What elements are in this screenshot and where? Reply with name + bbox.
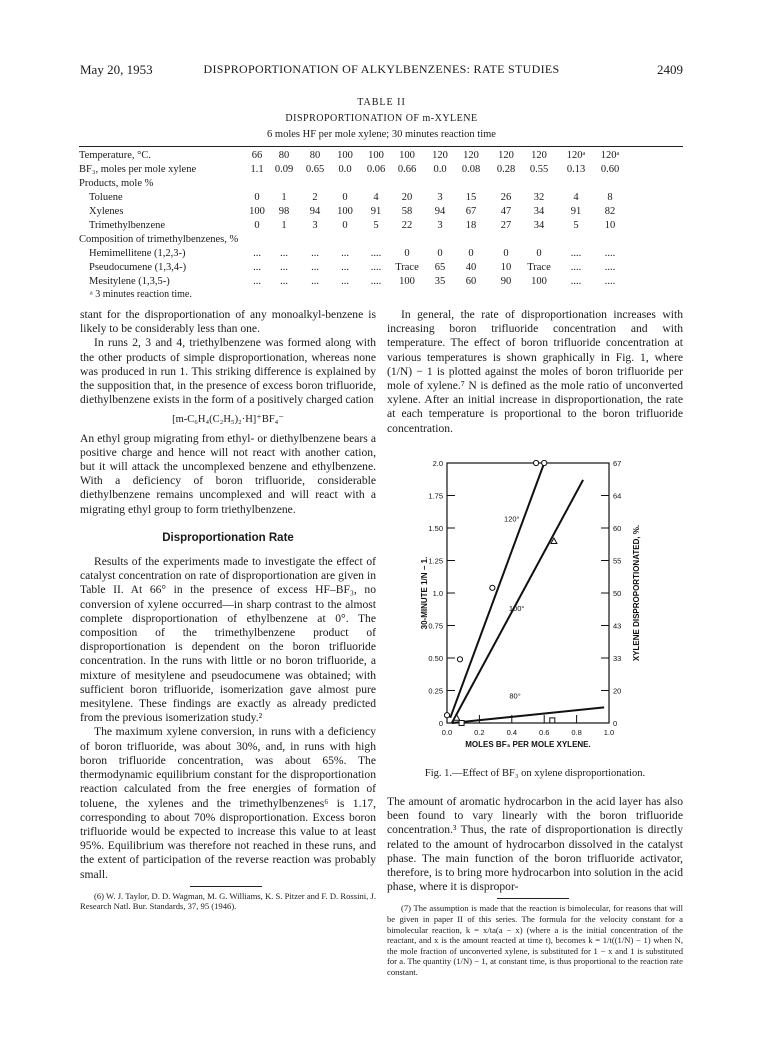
table-row [79, 275, 683, 289]
data-point [444, 713, 449, 718]
table-title: DISPROPORTIONATION OF m-XYLENE [285, 113, 478, 124]
y2-tick-label: 55 [613, 556, 622, 566]
table-cell: 0.65 [305, 164, 325, 175]
table-cell: 120ᵃ [566, 150, 586, 161]
data-point [542, 460, 547, 465]
table-cell: 3 [437, 220, 443, 231]
table-cell: 0 [254, 220, 260, 231]
table-cell: 5 [373, 220, 379, 231]
table-cell: .... [570, 276, 582, 287]
table-cell: 40 [465, 262, 477, 273]
paragraph: stant for the disproportionation of any monoalkyl-benzene is likely to be considerably less than one. [80, 308, 376, 336]
table-cell: 47 [500, 206, 512, 217]
table-cell: 80 [309, 150, 321, 161]
table-cell: 100 [249, 206, 265, 217]
data-point [550, 718, 555, 723]
page-number: 2409 [657, 62, 683, 77]
x-tick-label: 1.0 [603, 728, 615, 737]
table-cell: 0.0 [433, 164, 447, 175]
row-label: Pseudocumene (1,3,4-) [89, 262, 187, 273]
table-cell: 100 [337, 150, 353, 161]
table-cell: 0 [404, 248, 410, 259]
table-top-rule [79, 146, 683, 147]
row-label: Mesitylene (1,3,5-) [89, 276, 170, 287]
table-cell: 0 [342, 192, 348, 203]
table-cell: 100 [531, 276, 547, 287]
chart-svg [387, 453, 683, 765]
table-cell: 0.0 [338, 164, 352, 175]
table-label: TABLE II [357, 97, 406, 108]
table-cell: 120 [498, 150, 514, 161]
table-row [79, 233, 683, 247]
row-label: Xylenes [89, 206, 124, 217]
table-cell: 120 [463, 150, 479, 161]
table-cell: .... [570, 262, 582, 273]
x-tick-label: 0.6 [538, 728, 550, 737]
paragraph: An ethyl group migrating from ethyl- or diethylbenzene bears a positive charge and hence will not react with another cation, but it will attack the uncomplexed benzene and ethylbenzene. With a deficiency of boron trifluoride, considerable diethylbenzene remains uncomplexed and will react with a migrating ethyl group to form triethylbenzene. [80, 431, 376, 516]
table-cell: ... [341, 248, 349, 259]
table-footnote: ᵃ 3 minutes reaction time. [90, 289, 192, 300]
figure-caption: Fig. 1.—Effect of BF₃ on xylene disproportionation. [424, 768, 646, 779]
x-axis-label: MOLES BF₃ PER MOLE XYLENE. [465, 740, 591, 749]
table-cell: 66 [251, 150, 263, 161]
row-label: Products, mole % [79, 178, 154, 189]
table-cell: 27 [500, 220, 512, 231]
table-cell: ... [280, 248, 288, 259]
y-tick-label: 2.0 [432, 459, 443, 468]
y2-tick-label: 43 [613, 621, 622, 631]
table-cell: ... [253, 276, 261, 287]
table-cell: 67 [465, 206, 477, 217]
series-line [452, 707, 604, 723]
table-cell: 0.13 [566, 164, 586, 175]
y-tick-label: 1.75 [428, 491, 443, 501]
table-cell: 90 [500, 276, 512, 287]
table-cell: 34 [533, 206, 545, 217]
table-row [79, 149, 683, 163]
table-cell: ... [253, 248, 261, 259]
footnote: (6) W. J. Taylor, D. D. Wagman, M. G. Williams, K. S. Pitzer and F. D. Rossini, J. Research Natl. Bur. Standards, 37, 95 (1946). [80, 890, 376, 912]
y2-tick-label: 60 [613, 524, 622, 533]
x-tick-label: 0.4 [506, 728, 518, 737]
table-cell: .... [370, 248, 382, 259]
running-header-title: DISPROPORTIONATION OF ALKYLBENZENES: RATE STUDIES [203, 62, 560, 76]
row-label: Hemimellitene (1,2,3-) [89, 248, 186, 259]
table-row [79, 247, 683, 261]
table-row [79, 191, 683, 205]
row-label: BF₃, moles per mole xylene [79, 164, 197, 175]
data-point [490, 585, 495, 590]
y-tick-label: 1.0 [432, 589, 443, 598]
data-point [459, 721, 464, 726]
table-cell: 4 [573, 192, 579, 203]
table-cell: 120 [531, 150, 547, 161]
table-row [79, 261, 683, 275]
left-column [80, 308, 376, 912]
footnote-rule [497, 898, 569, 899]
y-axis-label: 30-MINUTE 1/N − 1. [420, 556, 429, 630]
row-label: Trimethylbenzene [89, 220, 166, 231]
table-cell: 82 [604, 206, 616, 217]
y2-tick-label: 0 [613, 719, 618, 728]
table-cell: Trace [527, 262, 551, 273]
table-cell: 0 [342, 220, 348, 231]
table-cell: 8 [607, 192, 613, 203]
table-cell: ... [341, 262, 349, 273]
table-cell: 100 [337, 206, 353, 217]
table-cell: ... [280, 262, 288, 273]
table-cell: 100 [399, 150, 415, 161]
table-cell: .... [604, 248, 616, 259]
table-subtitle: 6 moles HF per mole xylene; 30 minutes reaction time [267, 129, 496, 140]
table-cell: .... [370, 276, 382, 287]
table-cell: 35 [434, 276, 446, 287]
series-label: 80° [509, 691, 521, 701]
row-label: Toluene [89, 192, 123, 203]
table-cell: ... [311, 276, 319, 287]
y2-tick-label: 67 [613, 459, 622, 468]
table-cell: 18 [465, 220, 477, 231]
table-cell: 0.28 [496, 164, 516, 175]
table-cell: 22 [401, 220, 413, 231]
paragraph: Results of the experiments made to investigate the effect of catalyst concentration on rate of disproportionation are given in Table II. At 66° in the presence of excess HF–BF₃, no conversion of xylene occurred—in sharp contrast to the almost complete disproportionation of ethylbenzene at 0°. The composition of the trimethylbenzene product of disproportionation is dependent on the boron trifluoride concentration. In the runs with little or no boron trifluoride, a mixture of mesitylene and pseudocumene was obtained; with sufficient boron trifluoride, isomerization gave almost pure mesitylene. These findings are exactly as already predicted from the previous isomerization study.² [80, 555, 376, 725]
table-cell: .... [570, 248, 582, 259]
y-tick-label: 1.50 [428, 524, 443, 533]
table-cell: .... [370, 262, 382, 273]
table-cell: 34 [533, 220, 545, 231]
table-row [79, 177, 683, 191]
table-cell: 120 [432, 150, 448, 161]
table-cell: ... [280, 276, 288, 287]
table-cell: 0 [437, 248, 443, 259]
paragraph: The amount of aromatic hydrocarbon in the acid layer has also been found to vary linearly with the boron trifluoride concentration.³ Thus, the rate of disproportionation is directly related to the amount of hydrocarbon dissolved in the catalyst phase. The main function of the boron trifluoride activator, therefore, is to bring more hydrocarbon into solution in the acid phase, where it is dispropor- [387, 795, 683, 894]
table-cell: ... [253, 262, 261, 273]
y-tick-label: 0.25 [428, 686, 443, 696]
section-heading: Disproportionation Rate [162, 531, 294, 544]
table-cell: 98 [278, 206, 290, 217]
table-cell: 0 [536, 248, 542, 259]
table-cell: ... [341, 276, 349, 287]
table-cell: 91 [570, 206, 582, 217]
data-point [534, 460, 539, 465]
right-column-top [387, 308, 683, 436]
running-header-date: May 20, 1953 [80, 62, 153, 77]
x-tick-label: 0.0 [441, 728, 453, 737]
paragraph: In runs 2, 3 and 4, triethylbenzene was formed along with the other products of simple disproportionation, whereas none was produced in run 1. This striking difference is explained by the supposition that, in the presence of excess boron trifluoride, diethylbenzene exists in the form of a positively charged cation [80, 336, 376, 407]
series-line [450, 463, 544, 718]
table-cell: 10 [500, 262, 512, 273]
y2-tick-label: 33 [613, 654, 622, 663]
y-tick-label: 0 [438, 719, 443, 728]
table-cell: 58 [401, 206, 413, 217]
data-point [457, 657, 462, 662]
table-cell: 1 [281, 192, 287, 203]
paragraph: In general, the rate of disproportionation increases with increasing boron trifluoride concentration and with temperature. The effect of boron trifluoride concentration at various temperatures is shown graphically in Fig. 1, where (1/N) − 1 is plotted against the moles of boron trifluoride per mole of xylene.⁷ N is defined as the mole ratio of unconverted xylene. After an initial increase in disproportionation, the rate at each temperature is proportional to the boron trifluoride concentration. [387, 308, 683, 435]
table-cell: 0.60 [600, 164, 620, 175]
table-cell: 2 [312, 192, 318, 203]
table-cell: ... [311, 248, 319, 259]
table-cell: 65 [434, 262, 446, 273]
table-cell: 20 [401, 192, 413, 203]
table-cell: 15 [465, 192, 477, 203]
table-cell: 0.06 [366, 164, 386, 175]
footnote-rule [190, 886, 262, 887]
table-cell: 0.08 [461, 164, 481, 175]
table-cell: 91 [370, 206, 382, 217]
table-cell: .... [604, 262, 616, 273]
table-row [79, 219, 683, 233]
right-column-bottom [387, 795, 683, 978]
table-cell: 0.09 [274, 164, 294, 175]
paragraph: The maximum xylene conversion, in runs with a deficiency of boron trifluoride, was about 30%, and, in runs with high boron trifluoride concentration, was about 65%. The thermodynamic equilibrium constant for the disproportionation reaction calculated from the free energies of formation of toluene, the xylenes and the trimethylbenzenes⁶ is 1.17, corresponding to about 70% disproportionation. Excess boron trifluoride would be expected to increase this value to at least 95%. Equilibrium was therefore not reached in these runs, and the extent of participation of the reverse reaction was probably small. [80, 725, 376, 881]
footnote: (7) The assumption is made that the reaction is bimolecular, for reasons that will be given in paper II of this series. The formula for the velocity constant for a bimolecular reaction, k = x/ta(a − x) (where a is the initial concentration of the reactant, and x is the amount reacted at time t), becomes k = 1/t((1/N) − 1) when N, the mole fraction of unconverted xylene, is substituted for 1 − x and 1 is substituted for a. The quantity (1/N) − 1, at constant time, is thus proportional to the reaction rate constant. [387, 903, 683, 977]
table-cell: 26 [500, 192, 512, 203]
table-cell: 0 [503, 248, 509, 259]
series-label: 100° [508, 604, 525, 614]
x-tick-label: 0.8 [571, 728, 582, 737]
table-row [79, 205, 683, 219]
table-cell: 1 [281, 220, 287, 231]
x-tick-label: 0.2 [474, 728, 485, 737]
figure-1 [387, 453, 683, 783]
row-label: Temperature, °C. [79, 150, 151, 161]
row-label: Composition of trimethylbenzenes, % [79, 234, 239, 245]
y-tick-label: 0.50 [428, 654, 443, 663]
table-row [79, 163, 683, 177]
table-cell: 3 [437, 192, 443, 203]
table-cell: 0.55 [529, 164, 549, 175]
table-cell: ... [311, 262, 319, 273]
table-cell: 100 [399, 276, 415, 287]
table-cell: 120ᵃ [600, 150, 620, 161]
table-cell: 0 [468, 248, 474, 259]
table-cell: 5 [573, 220, 579, 231]
table-cell: 100 [368, 150, 384, 161]
table-cell: 94 [309, 206, 321, 217]
table-cell: 32 [533, 192, 545, 203]
y2-tick-label: 20 [613, 686, 622, 696]
table-cell: 4 [373, 192, 379, 203]
table-cell: .... [604, 276, 616, 287]
table-cell: 60 [465, 276, 477, 287]
y2-tick-label: 50 [613, 589, 622, 598]
formula: [m-C₆H₄(C₂H₅)₂·H]⁺BF₄⁻ [172, 414, 284, 426]
table-cell: 80 [278, 150, 290, 161]
y-tick-label: 1.25 [428, 556, 443, 566]
plot-frame [447, 463, 609, 723]
table-cell: 0.66 [397, 164, 417, 175]
series-label: 120° [504, 514, 520, 524]
table-cell: 0 [254, 192, 260, 203]
table-cell: 1.1 [250, 164, 264, 175]
y2-axis-label: XYLENE DISPROPORTIONATED, %. [632, 524, 641, 662]
y2-tick-label: 64 [613, 491, 622, 501]
table-cell: Trace [395, 262, 419, 273]
y-tick-label: 0.75 [428, 621, 443, 631]
table-cell: 94 [434, 206, 446, 217]
table-cell: 3 [312, 220, 318, 231]
table-cell: 10 [604, 220, 616, 231]
